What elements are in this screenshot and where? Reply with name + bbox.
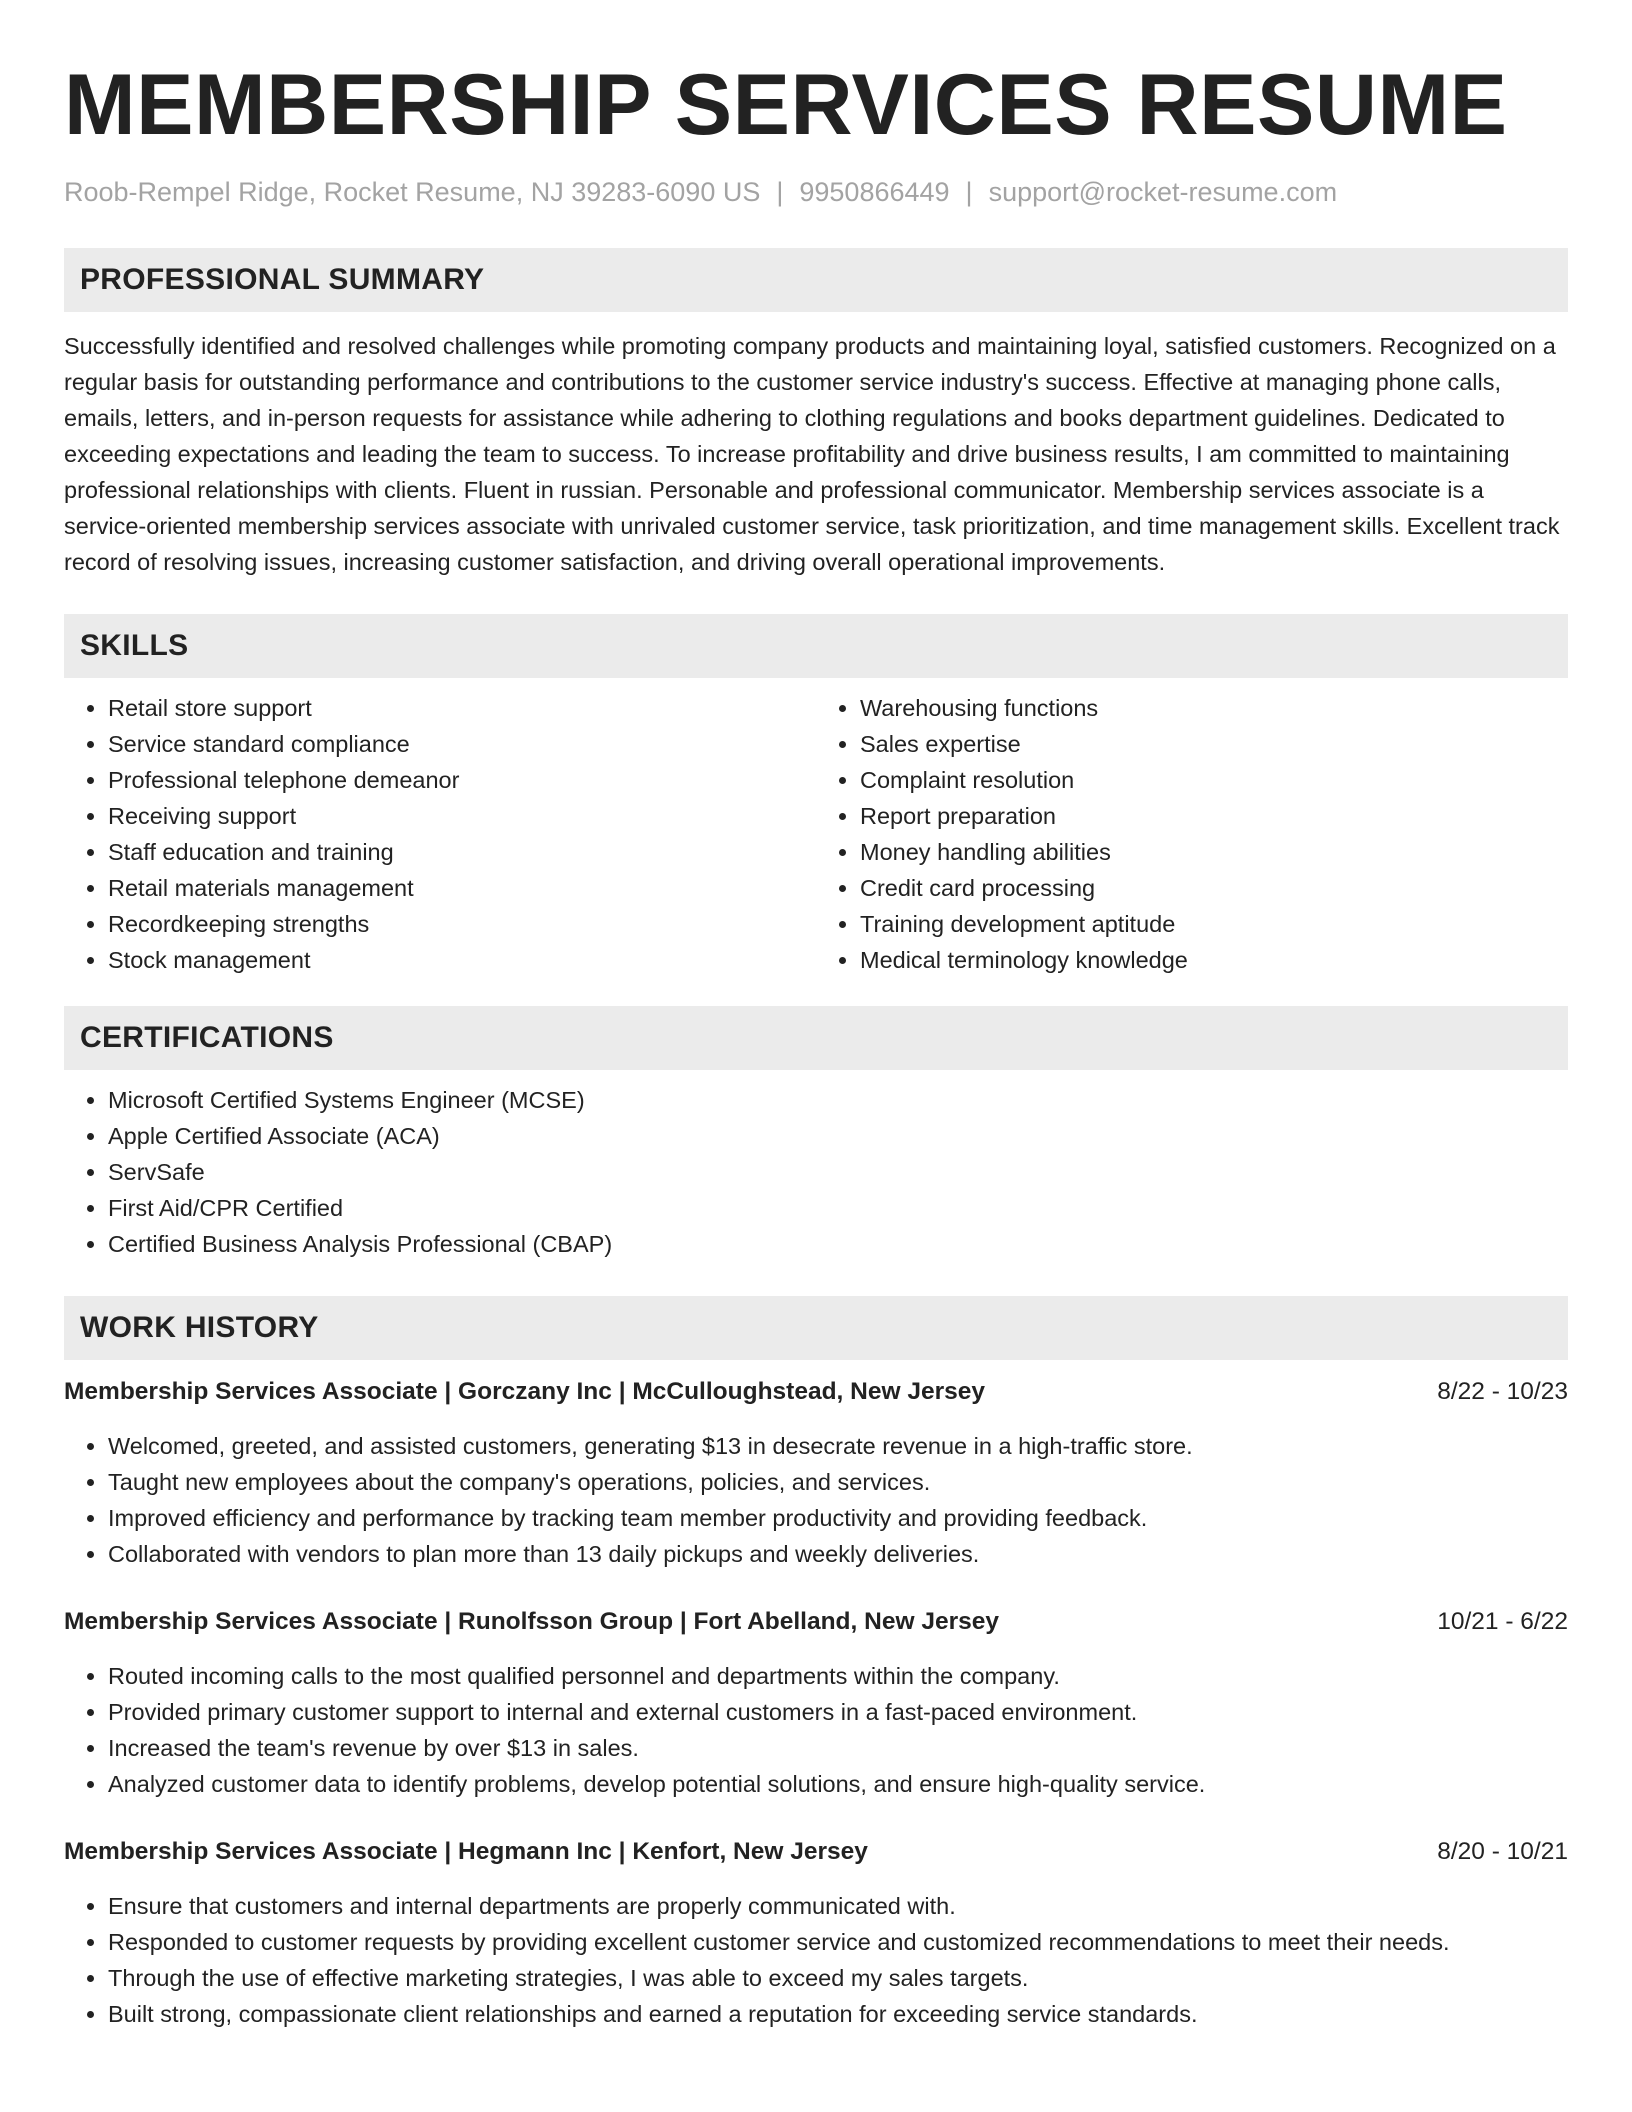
job-dates: 10/21 - 6/22: [1437, 1608, 1568, 1635]
skill-item: • Training development aptitude: [860, 906, 1568, 942]
contact-address: Roob-Rempel Ridge, Rocket Resume, NJ 39283-6090 US: [64, 177, 761, 207]
skill-item: • Service standard compliance: [108, 726, 816, 762]
certification-item: • Microsoft Certified Systems Engineer (MCSE): [108, 1082, 1568, 1118]
skill-item: • Receiving support: [108, 798, 816, 834]
skill-item: • Warehousing functions: [860, 690, 1568, 726]
job-bullet: • Welcomed, greeted, and assisted customers, generating $13 in desecrate revenue in a high-traffic store.: [108, 1428, 1568, 1464]
skill-item: • Complaint resolution: [860, 762, 1568, 798]
job-bullet: • Ensure that customers and internal departments are properly communicated with.: [108, 1888, 1568, 1924]
job-bullet: • Collaborated with vendors to plan more than 13 daily pickups and weekly deliveries.: [108, 1536, 1568, 1572]
job-dates: 8/22 - 10/23: [1437, 1378, 1568, 1405]
skill-item: • Medical terminology knowledge: [860, 942, 1568, 978]
skill-item: • Report preparation: [860, 798, 1568, 834]
job-header: [64, 1604, 1568, 1640]
skill-item: • Recordkeeping strengths: [108, 906, 816, 942]
certification-item: • Certified Business Analysis Professional (CBAP): [108, 1226, 1568, 1262]
job-bullets: [64, 1658, 1568, 1802]
job-bullet: • Taught new employees about the company's operations, policies, and services.: [108, 1464, 1568, 1500]
resume-title: MEMBERSHIP SERVICES RESUME: [64, 57, 1508, 153]
skill-item: • Professional telephone demeanor: [108, 762, 816, 798]
certifications-list: [64, 1082, 1568, 1262]
section-heading-summary: PROFESSIONAL SUMMARY: [64, 248, 1568, 312]
section-heading-skills: SKILLS: [64, 614, 1568, 678]
skills-list-right: [816, 690, 1568, 978]
job-bullet: • Analyzed customer data to identify problems, develop potential solutions, and ensure high-quality service.: [108, 1766, 1568, 1802]
contact-separator: |: [776, 177, 784, 207]
job-entry: [64, 1374, 1568, 1572]
job-entry: [64, 1604, 1568, 1802]
skills-list-left: [64, 690, 816, 978]
skill-item: • Stock management: [108, 942, 816, 978]
certification-item: • First Aid/CPR Certified: [108, 1190, 1568, 1226]
section-heading-certifications: CERTIFICATIONS: [64, 1006, 1568, 1070]
skill-item: • Retail materials management: [108, 870, 816, 906]
contact-email: support@rocket-resume.com: [988, 177, 1338, 207]
certification-item: • ServSafe: [108, 1154, 1568, 1190]
job-bullet: • Improved efficiency and performance by tracking team member productivity and providing feedback.: [108, 1500, 1568, 1536]
section-heading-work-history: WORK HISTORY: [64, 1296, 1568, 1360]
summary-text: Successfully identified and resolved challenges while promoting company products and maintaining loyal, satisfied customers. Recognized on a regular basis for outstanding performance and contributions to the customer service industry's success. Effective at managing phone calls, emails, letters, and in-person requests for assistance while adhering to clothing regulations and books department guidelines. Dedicated to exceeding expectations and leading the team to success. To increase profitability and drive business results, I am committed to maintaining professional relationships with clients. Fluent in russian. Personable and professional communicator. Membership services associate is a service-oriented membership services associate with unrivaled customer service, task prioritization, and time management skills. Excellent track record of resolving issues, increasing customer satisfaction, and driving overall operational improvements.: [64, 333, 1560, 575]
job-header: [64, 1374, 1568, 1410]
job-header: [64, 1834, 1568, 1870]
job-bullet: • Provided primary customer support to internal and external customers in a fast-paced environment.: [108, 1694, 1568, 1730]
contact-line: [64, 174, 1568, 210]
skill-item: • Sales expertise: [860, 726, 1568, 762]
job-bullet: • Through the use of effective marketing strategies, I was able to exceed my sales targets.: [108, 1960, 1568, 1996]
contact-phone: 9950866449: [799, 177, 950, 207]
job-title: Membership Services Associate | Hegmann Inc | Kenfort, New Jersey: [64, 1838, 868, 1865]
job-bullets: [64, 1888, 1568, 2032]
job-entry: [64, 1834, 1568, 2032]
skill-item: • Money handling abilities: [860, 834, 1568, 870]
job-title: Membership Services Associate | Runolfsson Group | Fort Abelland, New Jersey: [64, 1608, 999, 1635]
job-title: Membership Services Associate | Gorczany Inc | McCulloughstead, New Jersey: [64, 1378, 985, 1405]
job-bullet: • Routed incoming calls to the most qualified personnel and departments within the company.: [108, 1658, 1568, 1694]
certification-item: • Apple Certified Associate (ACA): [108, 1118, 1568, 1154]
job-bullet: • Built strong, compassionate client relationships and earned a reputation for exceeding service standards.: [108, 1996, 1568, 2032]
skill-item: • Staff education and training: [108, 834, 816, 870]
job-bullets: [64, 1428, 1568, 1572]
job-dates: 8/20 - 10/21: [1437, 1838, 1568, 1865]
contact-separator: |: [965, 177, 973, 207]
skill-item: • Retail store support: [108, 690, 816, 726]
skills-grid: [64, 690, 1568, 978]
skill-item: • Credit card processing: [860, 870, 1568, 906]
job-bullet: • Responded to customer requests by providing excellent customer service and customized recommendations to meet their needs.: [108, 1924, 1568, 1960]
job-bullet: • Increased the team's revenue by over $13 in sales.: [108, 1730, 1568, 1766]
